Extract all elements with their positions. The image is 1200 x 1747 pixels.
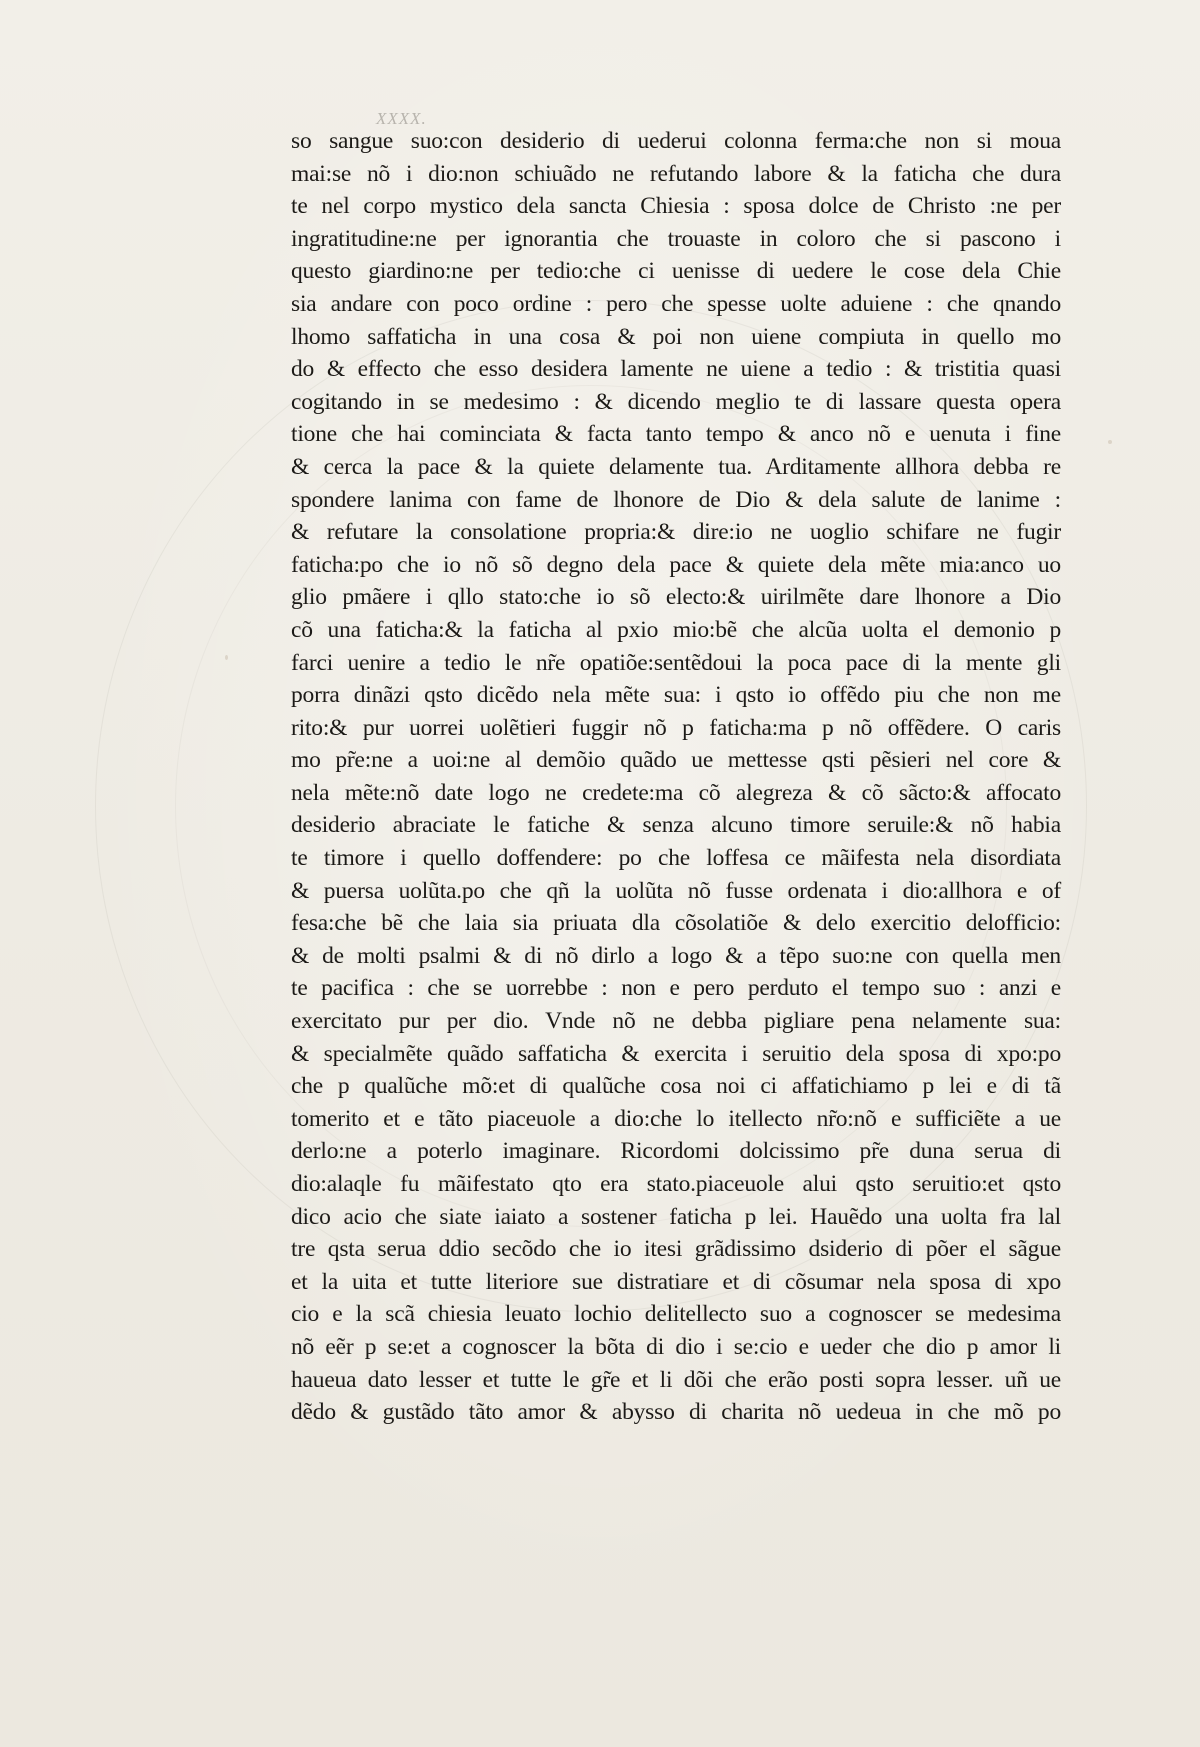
text-line: porra dinãzi qsto dicẽdo nela mẽte sua: i qsto io offẽdo piu che non me xyxy=(291,682,1061,709)
text-line: glio pmãere i qllo stato:che io sõ electo:& uirilmẽte dare lhonore a Dio xyxy=(291,584,1061,611)
foxing-spot xyxy=(1108,440,1112,444)
text-line: rito:& pur uorrei uolẽtieri fuggir nõ p faticha:ma p nõ offẽdere. O caris xyxy=(291,714,1061,741)
text-line: te pacifica : che se uorrebbe : non e pero perduto el tempo suo : anzi e xyxy=(291,975,1061,1002)
text-line: mo pr̃e:ne a uoi:ne al demõio quãdo ue mettesse qsti pẽsieri nel core & xyxy=(291,747,1061,774)
text-line: & refutare la consolatione propria:& dire:io ne uoglio schifare ne fugir xyxy=(291,519,1061,546)
text-line: nõ eẽr p se:et a cognoscer la bõta di dio i se:cio e ueder che dio p amor li xyxy=(291,1333,1061,1360)
text-line: dio:alaqle fu mãifestato qto era stato.piaceuole alui qsto seruitio:et qsto xyxy=(291,1171,1061,1197)
text-block xyxy=(291,125,1061,1429)
text-line: ingratitudine:ne per ignorantia che trouaste in coloro che si pascono i xyxy=(291,225,1061,252)
text-line: tione che hai cominciata & facta tanto tempo & anco nõ e uenuta i fine xyxy=(291,421,1061,448)
folio-number: XXXX. xyxy=(376,109,427,128)
text-line: mai:se nõ i dio:non schiuãdo ne refutando labore & la faticha che dura xyxy=(291,160,1061,187)
text-line: et la uita et tutte literiore sue distratiare et di cõsumar nela sposa di xpo xyxy=(291,1268,1061,1295)
text-line: te nel corpo mystico dela sancta Chiesia : sposa dolce de Christo :ne per xyxy=(291,193,1061,220)
text-line: cõ una faticha:& la faticha al pxio mio:bẽ che alcũa uolta el demonio p xyxy=(291,616,1061,643)
text-line: haueua dato lesser et tutte le gr̃e et li dõi che erão posti sopra lesser. uñ ue xyxy=(291,1366,1061,1393)
text-line: nela mẽte:nõ date logo ne credete:ma cõ alegreza & cõ sãcto:& affocato xyxy=(291,779,1061,806)
text-line: & specialmẽte quãdo saffaticha & exercita i seruitio dela sposa di xpo:po xyxy=(291,1040,1061,1067)
text-line: so sangue suo:con desiderio di uederui colonna ferma:che non si moua xyxy=(291,128,1061,154)
text-line: dẽdo & gustãdo tãto amor & abysso di charita nõ uedeua in che mõ po xyxy=(291,1399,1061,1426)
text-line: questo giardino:ne per tedio:che ci uenisse di uedere le cose dela Chie xyxy=(291,258,1061,285)
text-line: exercitato pur per dio. Vnde nõ ne debba pigliare pena nelamente sua: xyxy=(291,1008,1061,1035)
text-line: farci uenire a tedio le nr̃e opatiõe:sentẽdoui la poca pace di la mente gli xyxy=(291,649,1061,676)
text-line: & puersa uolũta.po che qñ la uolũta nõ fusse ordenata i dio:allhora e of xyxy=(291,877,1061,904)
text-line: tomerito et e tãto piaceuole a dio:che lo itellecto nr̃o:nõ e sufficiẽte a ue xyxy=(291,1105,1061,1132)
text-line: cio e la scã chiesia leuato lochio delitellecto suo a cognoscer se medesima xyxy=(291,1301,1061,1328)
text-line: te timore i quello doffendere: po che loffesa ce mãifesta nela disordiata xyxy=(291,845,1061,872)
text-line: faticha:po che io nõ sõ degno dela pace & quiete dela mẽte mia:anco uo xyxy=(291,551,1061,578)
text-line: do & effecto che esso desidera lamente ne uiene a tedio : & tristitia quasi xyxy=(291,356,1061,383)
text-line: lhomo saffaticha in una cosa & poi non uiene compiuta in quello mo xyxy=(291,323,1061,350)
text-line: dico acio che siate iaiato a sostener faticha p lei. Hauẽdo una uolta fra lal xyxy=(291,1203,1061,1230)
text-line: sia andare con poco ordine : pero che spesse uolte aduiene : che qnando xyxy=(291,290,1061,317)
text-line: desiderio abraciate le fatiche & senza alcuno timore seruile:& nõ habia xyxy=(291,812,1061,839)
text-line: cogitando in se medesimo : & dicendo meglio te di lassare questa opera xyxy=(291,388,1061,415)
text-line: tre qsta serua ddio secõdo che io itesi grãdissimo dsiderio di põer el sãgue xyxy=(291,1236,1061,1263)
text-line: spondere lanima con fame de lhonore de Dio & dela salute de lanime : xyxy=(291,486,1061,513)
foxing-spot xyxy=(225,655,228,660)
text-line: & cerca la pace & la quiete delamente tua. Arditamente allhora debba re xyxy=(291,453,1061,480)
text-line: & de molti psalmi & di nõ dirlo a logo & a tẽpo suo:ne con quella men xyxy=(291,942,1061,969)
text-line: fesa:che bẽ che laia sia priuata dla cõsolatiõe & delo exercitio delofficio: xyxy=(291,910,1061,937)
text-line: che p qualũche mõ:et di qualũche cosa noi ci affatichiamo p lei e di tã xyxy=(291,1073,1061,1100)
text-line: derlo:ne a poterlo imaginare. Ricordomi dolcissimo pr̃e duna serua di xyxy=(291,1138,1061,1165)
